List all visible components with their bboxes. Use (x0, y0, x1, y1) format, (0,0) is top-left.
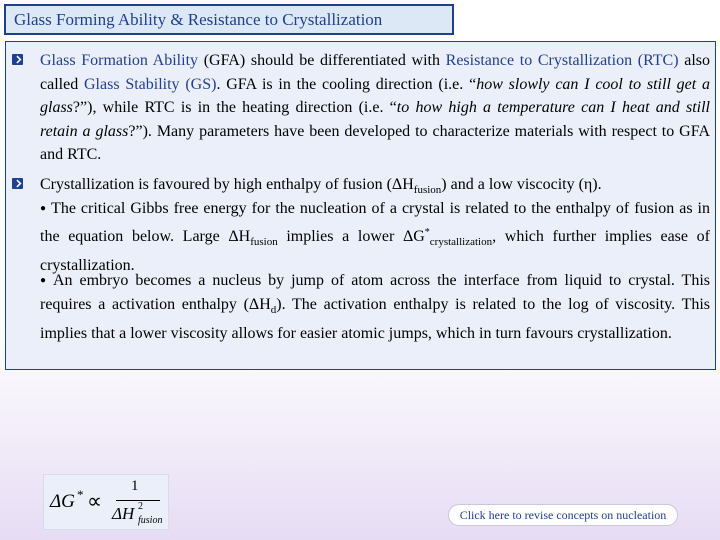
crystallization-paragraph: Crystallization is favoured by high enthalpy of fusion $(\Delta H_{fusion})$ and a low viscocity (η). (40, 176, 602, 196)
revise-nucleation-link[interactable] (448, 504, 678, 526)
checkbox-bullet-icon (12, 54, 23, 65)
checkbox-bullet-icon (12, 178, 23, 189)
gs-term: Glass Stability (GS) (83, 75, 217, 93)
nucleation-equation: ΔG * ∝ 1 ΔH 2 fusion (43, 474, 169, 530)
proportional-symbol: ∝ (87, 489, 103, 513)
embryo-paragraph: ● An embryo becomes a nucleus by jump of atom across the interface from liquid to crystal. This requires a activation enthalpy $(\Delta H_d)$. The activation enthalpy is related to the log of viscosity. This implies that a lower viscosity allows for easier atomic jumps, which in turn favours crystallization. (40, 272, 711, 343)
slide-title (4, 4, 454, 35)
rtc-term: Resistance to Crystallization (RTC) (445, 52, 679, 69)
gfa-term: Glass Formation Ability (40, 52, 199, 69)
content-panel (5, 41, 716, 370)
equation-lhs: ΔG (50, 491, 75, 512)
gibbs-paragraph: ● The critical Gibbs free energy for the nucleation of a crystal is related to the enthalpy of fusion as in the equation below. Large $\Delta H_{fusion}$ implies a lower $\Delta G^*_{crystallization}$, which further implies ease of crystallization. (40, 200, 710, 275)
bullet-dot-icon: ● (40, 275, 49, 286)
slide-title-text: Glass Forming Ability & Resistance to Crystallization (14, 10, 383, 29)
revise-nucleation-label: Click here to revise concepts on nucleation (459, 508, 667, 522)
equation-denominator: ΔH (112, 504, 135, 523)
equation-numerator: 1 (131, 478, 139, 494)
gfa-paragraph: Glass Formation Ability (GFA) should be differentiated with Resistance to Crystallization (RTC) also called Glass Stability (GS). GFA is in the cooling direction (i.e. “how slowly can I cool to still get a glass?”), while RTC is in the heating direction (i.e. “to how high a temperature can I heat and still retain a glass?”). Many parameters have been developed to characterize materials with respect to GFA and RTC. (40, 52, 711, 164)
bullet-dot-icon: ● (40, 203, 48, 214)
